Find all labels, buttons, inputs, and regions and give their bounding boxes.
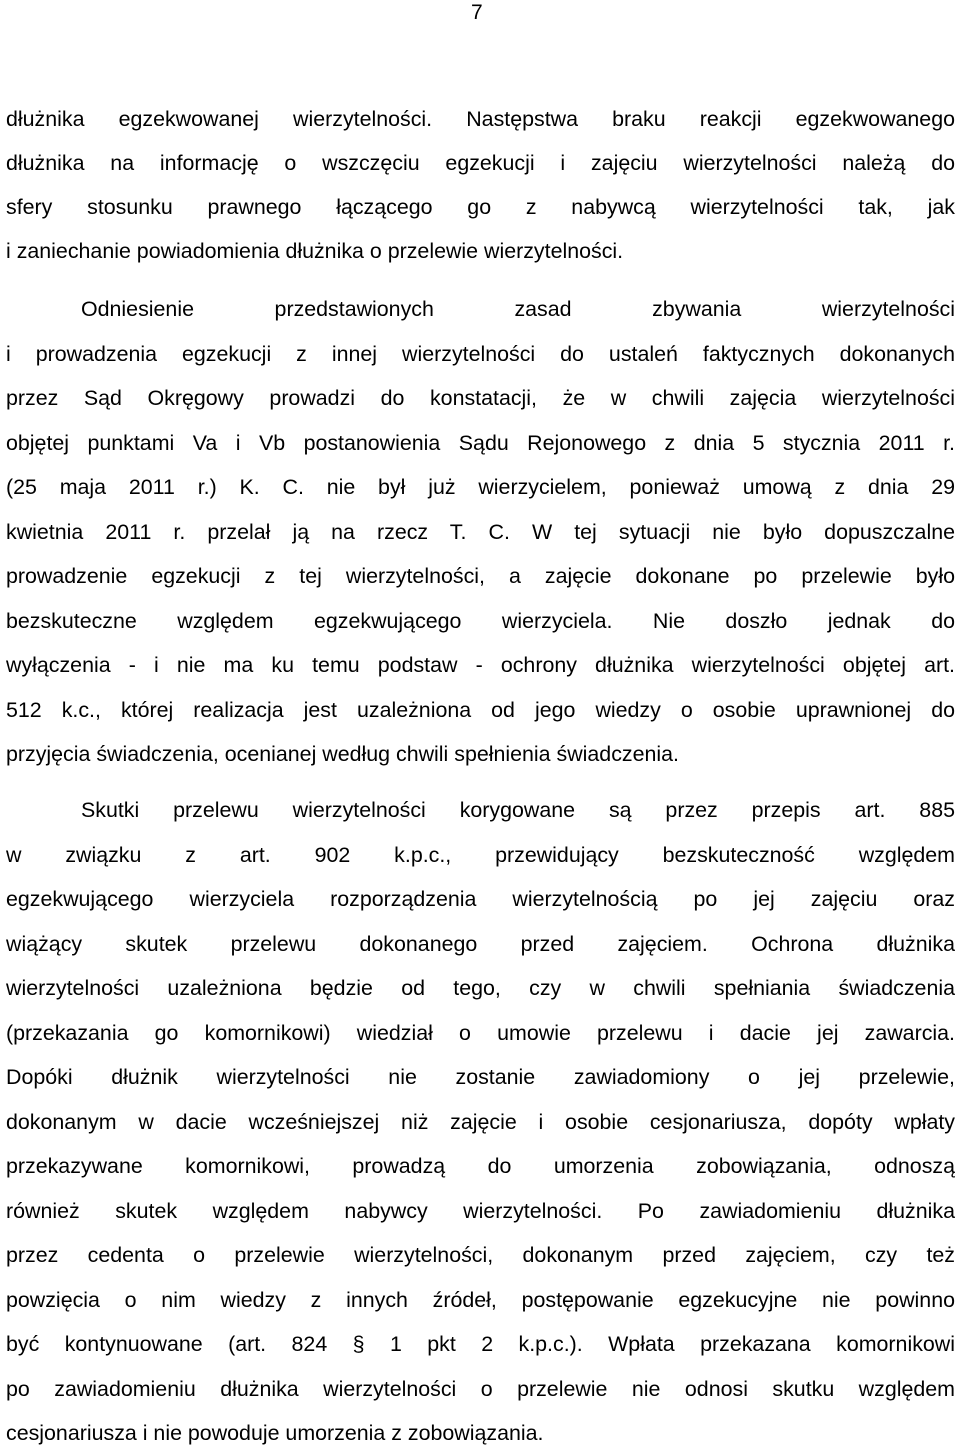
text-line: przez cedenta o przelewie wierzytelności, dokonanym przed zajęciem, czy też [6, 1243, 955, 1267]
text-line: dokonanym w dacie wcześniejszej niż zajęcie i osobie cesjonariusza, dopóty wpłaty [6, 1109, 955, 1134]
text-line: 512 k.c., której realizacja jest uzależniona od jego wiedzy o osobie uprawnionej do [6, 697, 955, 722]
text-line: powzięcia o nim wiedzy z innych źródeł, postępowanie egzekucyjne nie powinno [6, 1287, 955, 1312]
text-line: być kontynuowane (art. 824 § 1 pkt 2 k.p.c.). Wpłata przekazana komornikowi [6, 1332, 955, 1356]
text-line: również skutek względem nabywcy wierzytelności. Po zawiadomieniu dłużnika [6, 1198, 955, 1223]
text-line: bezskuteczne względem egzekwującego wierzyciela. Nie doszło jednak do [6, 608, 955, 633]
text-line: i prowadzenia egzekucji z innej wierzytelności do ustaleń faktycznych dokonanych [6, 341, 955, 366]
text-line: po zawiadomieniu dłużnika wierzytelności o przelewie nie odnosi skutku względem [6, 1376, 955, 1401]
text-line: dłużnika egzekwowanej wierzytelności. Następstwa braku reakcji egzekwowanego [6, 107, 955, 131]
text-line: objętej punktami Va i Vb postanowienia Sądu Rejonowego z dnia 5 stycznia 2011 r. [6, 430, 955, 455]
text-line: (25 maja 2011 r.) K. C. nie był już wierzycielem, ponieważ umową z dnia 29 [6, 475, 955, 499]
paragraph-1 [6, 97, 955, 273]
text-line: cesjonariusza i nie powoduje umorzenia z zobowiązania. [6, 1421, 544, 1445]
page-number: 7 [471, 1, 483, 24]
text-line: Skutki przelewu wierzytelności korygowane są przez przepis art. 885 [81, 798, 955, 822]
text-line: prowadzenie egzekucji z tej wierzytelności, a zajęcie dokonane po przelewie było [6, 564, 955, 588]
text-line: przez Sąd Okręgowy prowadzi do konstatacji, że w chwili zajęcia wierzytelności [6, 386, 955, 410]
text-line: Dopóki dłużnik wierzytelności nie zostanie zawiadomiony o jej przelewie, [6, 1065, 955, 1089]
paragraph-2 [6, 287, 955, 777]
text-line: (przekazania go komornikowi) wiedział o umowie przelewu i dacie jej zawarcia. [6, 1020, 955, 1045]
text-line: kwietnia 2011 r. przelał ją na rzecz T. C. W tej sytuacji nie było dopuszczalne [6, 519, 955, 544]
text-line: wiążący skutek przelewu dokonanego przed zajęciem. Ochrona dłużnika [6, 931, 955, 956]
paragraph-3 [6, 788, 955, 1456]
text-line: i zaniechanie powiadomienia dłużnika o przelewie wierzytelności. [6, 239, 624, 263]
text-line: w związku z art. 902 k.p.c., przewidujący bezskuteczność względem [6, 842, 955, 867]
text-line: egzekwującego wierzyciela rozporządzenia wierzytelnością po jej zajęciu oraz [6, 887, 955, 911]
text-line: dłużnika na informację o wszczęciu egzekucji i zajęciu wierzytelności należą do [6, 151, 955, 175]
text-line: sfery stosunku prawnego łączącego go z nabywcą wierzytelności tak, jak [6, 195, 955, 219]
text-line: wierzytelności uzależniona będzie od tego, czy w chwili spełniania świadczenia [6, 976, 955, 1000]
text-line: przyjęcia świadczenia, ocenianej według chwili spełnienia świadczenia. [6, 742, 679, 766]
text-line: przekazywane komornikowi, prowadzą do umorzenia zobowiązania, odnoszą [6, 1154, 955, 1178]
text-line: Odniesienie przedstawionych zasad zbywania wierzytelności [81, 297, 955, 321]
text-line: wyłączenia - i nie ma ku temu podstaw - ochrony dłużnika wierzytelności objętej art. [6, 653, 955, 677]
